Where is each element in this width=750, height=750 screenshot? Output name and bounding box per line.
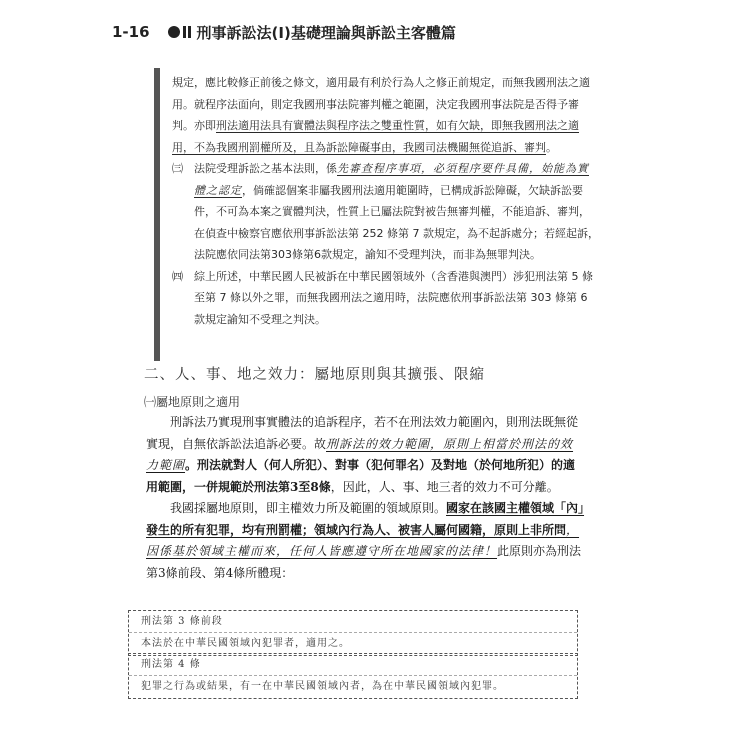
chapter-title: 刑事訴訟法(Ⅰ)基礎理論與訴訟主客體篇 xyxy=(196,23,456,42)
sub-heading: ㈠屬地原則之適用 xyxy=(144,395,241,409)
body-text xyxy=(146,412,586,584)
underlined-text: 刑法適用法具有實體法與程序法之雙重性質，如有欠缺，即無我國刑法之適用，不為我國刑罰權所及，且為訴訟障礙事由，我國司法機關無從追訴、審判 xyxy=(172,119,579,154)
text-segment: 法院受理訴訟之基本法則，係 xyxy=(194,162,337,175)
note-box xyxy=(154,68,608,361)
circle-icon xyxy=(168,26,180,38)
section-heading: 二、人、事、地之效力：屬地原則與其擴張、限縮 xyxy=(144,367,485,383)
text-segment: 綜上所述，中華民國人民被訴在中華民國領域外（含香港與澳門）涉犯刑法第 5 條至第 7 條以外之罪，而無我國刑法之適用時，法院應依刑事訴訟法第 303 條第 6 款規定諭知不受理之判決。 xyxy=(194,269,593,326)
note-paragraph xyxy=(172,72,600,158)
note-item-3 xyxy=(172,158,600,266)
statute-text: 犯罪之行為或結果，有一在中華民國領域內者，為在中華民國領域內犯罪。 xyxy=(141,681,504,692)
emphasized-text: 先審查程序事項，必須程序要件具備，始能為實體之認定 xyxy=(194,162,589,197)
item-marker: ㈣ xyxy=(172,269,183,283)
emphasized-text: 刑訴法的效力範圍，原則上相當於刑法的效力範圍 xyxy=(146,436,574,472)
item-marker: ㈢ xyxy=(172,162,183,175)
bold-text: 。刑法就對人（何人所犯）、對事（犯何罪名）及對地（於何地所犯）的適用範圍，一併規範於刑法第3至8條 xyxy=(146,458,576,494)
text-segment: ，倘確認個案非屬我國刑法適用範圍時，已構成訴訟障礙，欠缺訴訟要件，不可為本案之實體判決，性質上已屬法院對被告無審判權，不能追訴、審判，在偵查中檢察官應依刑事訴訟法第 252 條第 7 款規定，為不起訴處分；若經起訴，法院應依同法第303條第6款規定，諭知不受理判決，而非為無罪判決。 xyxy=(194,183,599,261)
statute-title: 刑法第 3 條前段 xyxy=(129,611,577,633)
bars-icon xyxy=(183,26,193,38)
statute-title: 刑法第 4 條 xyxy=(129,654,577,676)
emphasized-text: ，因係基於領域主權而來，任何人皆應遵守所在地國家的法律！ xyxy=(146,522,580,558)
text-segment: 此原則亦為刑法第3條前段、第4條所體現： xyxy=(146,544,582,580)
body-paragraph-1 xyxy=(146,412,586,498)
text-segment: 刑訴法乃實現刑事實體法的追訴程序，若不在刑法效力範圍內，則刑法既無從實現，自無依訴訟法追訴必要。故 xyxy=(146,415,579,451)
text-segment: ，因此，人、事、地三者的效力不可分離。 xyxy=(330,479,559,494)
page-number: 1-16 xyxy=(112,23,150,41)
bold-underlined-text: 國家在該國主權領域「內」發生的所有犯罪，均有刑罰權；領域內行為人、被害人屬何國籍，原則上非所問 xyxy=(146,501,585,537)
note-item-4 xyxy=(172,266,600,331)
statute-box-article-3 xyxy=(128,610,578,656)
text-segment: 。 xyxy=(546,140,557,154)
text-segment: 我國採屬地原則，即主權效力所及範圍的領域原則。 xyxy=(170,501,447,515)
running-header xyxy=(112,20,456,44)
statute-text: 本法於在中華民國領域內犯罪者，適用之。 xyxy=(141,638,350,649)
text-segment: 規定，應比較修正前後之條文，適用最有利於行為人之修正前規定，而無我國刑法之適用。就程序法面向，則定我國刑事法院審判權之範圍，決定我國刑事法院是否得予審判。亦即 xyxy=(172,76,590,132)
statute-box-article-4 xyxy=(128,653,578,699)
body-paragraph-2 xyxy=(146,498,586,584)
